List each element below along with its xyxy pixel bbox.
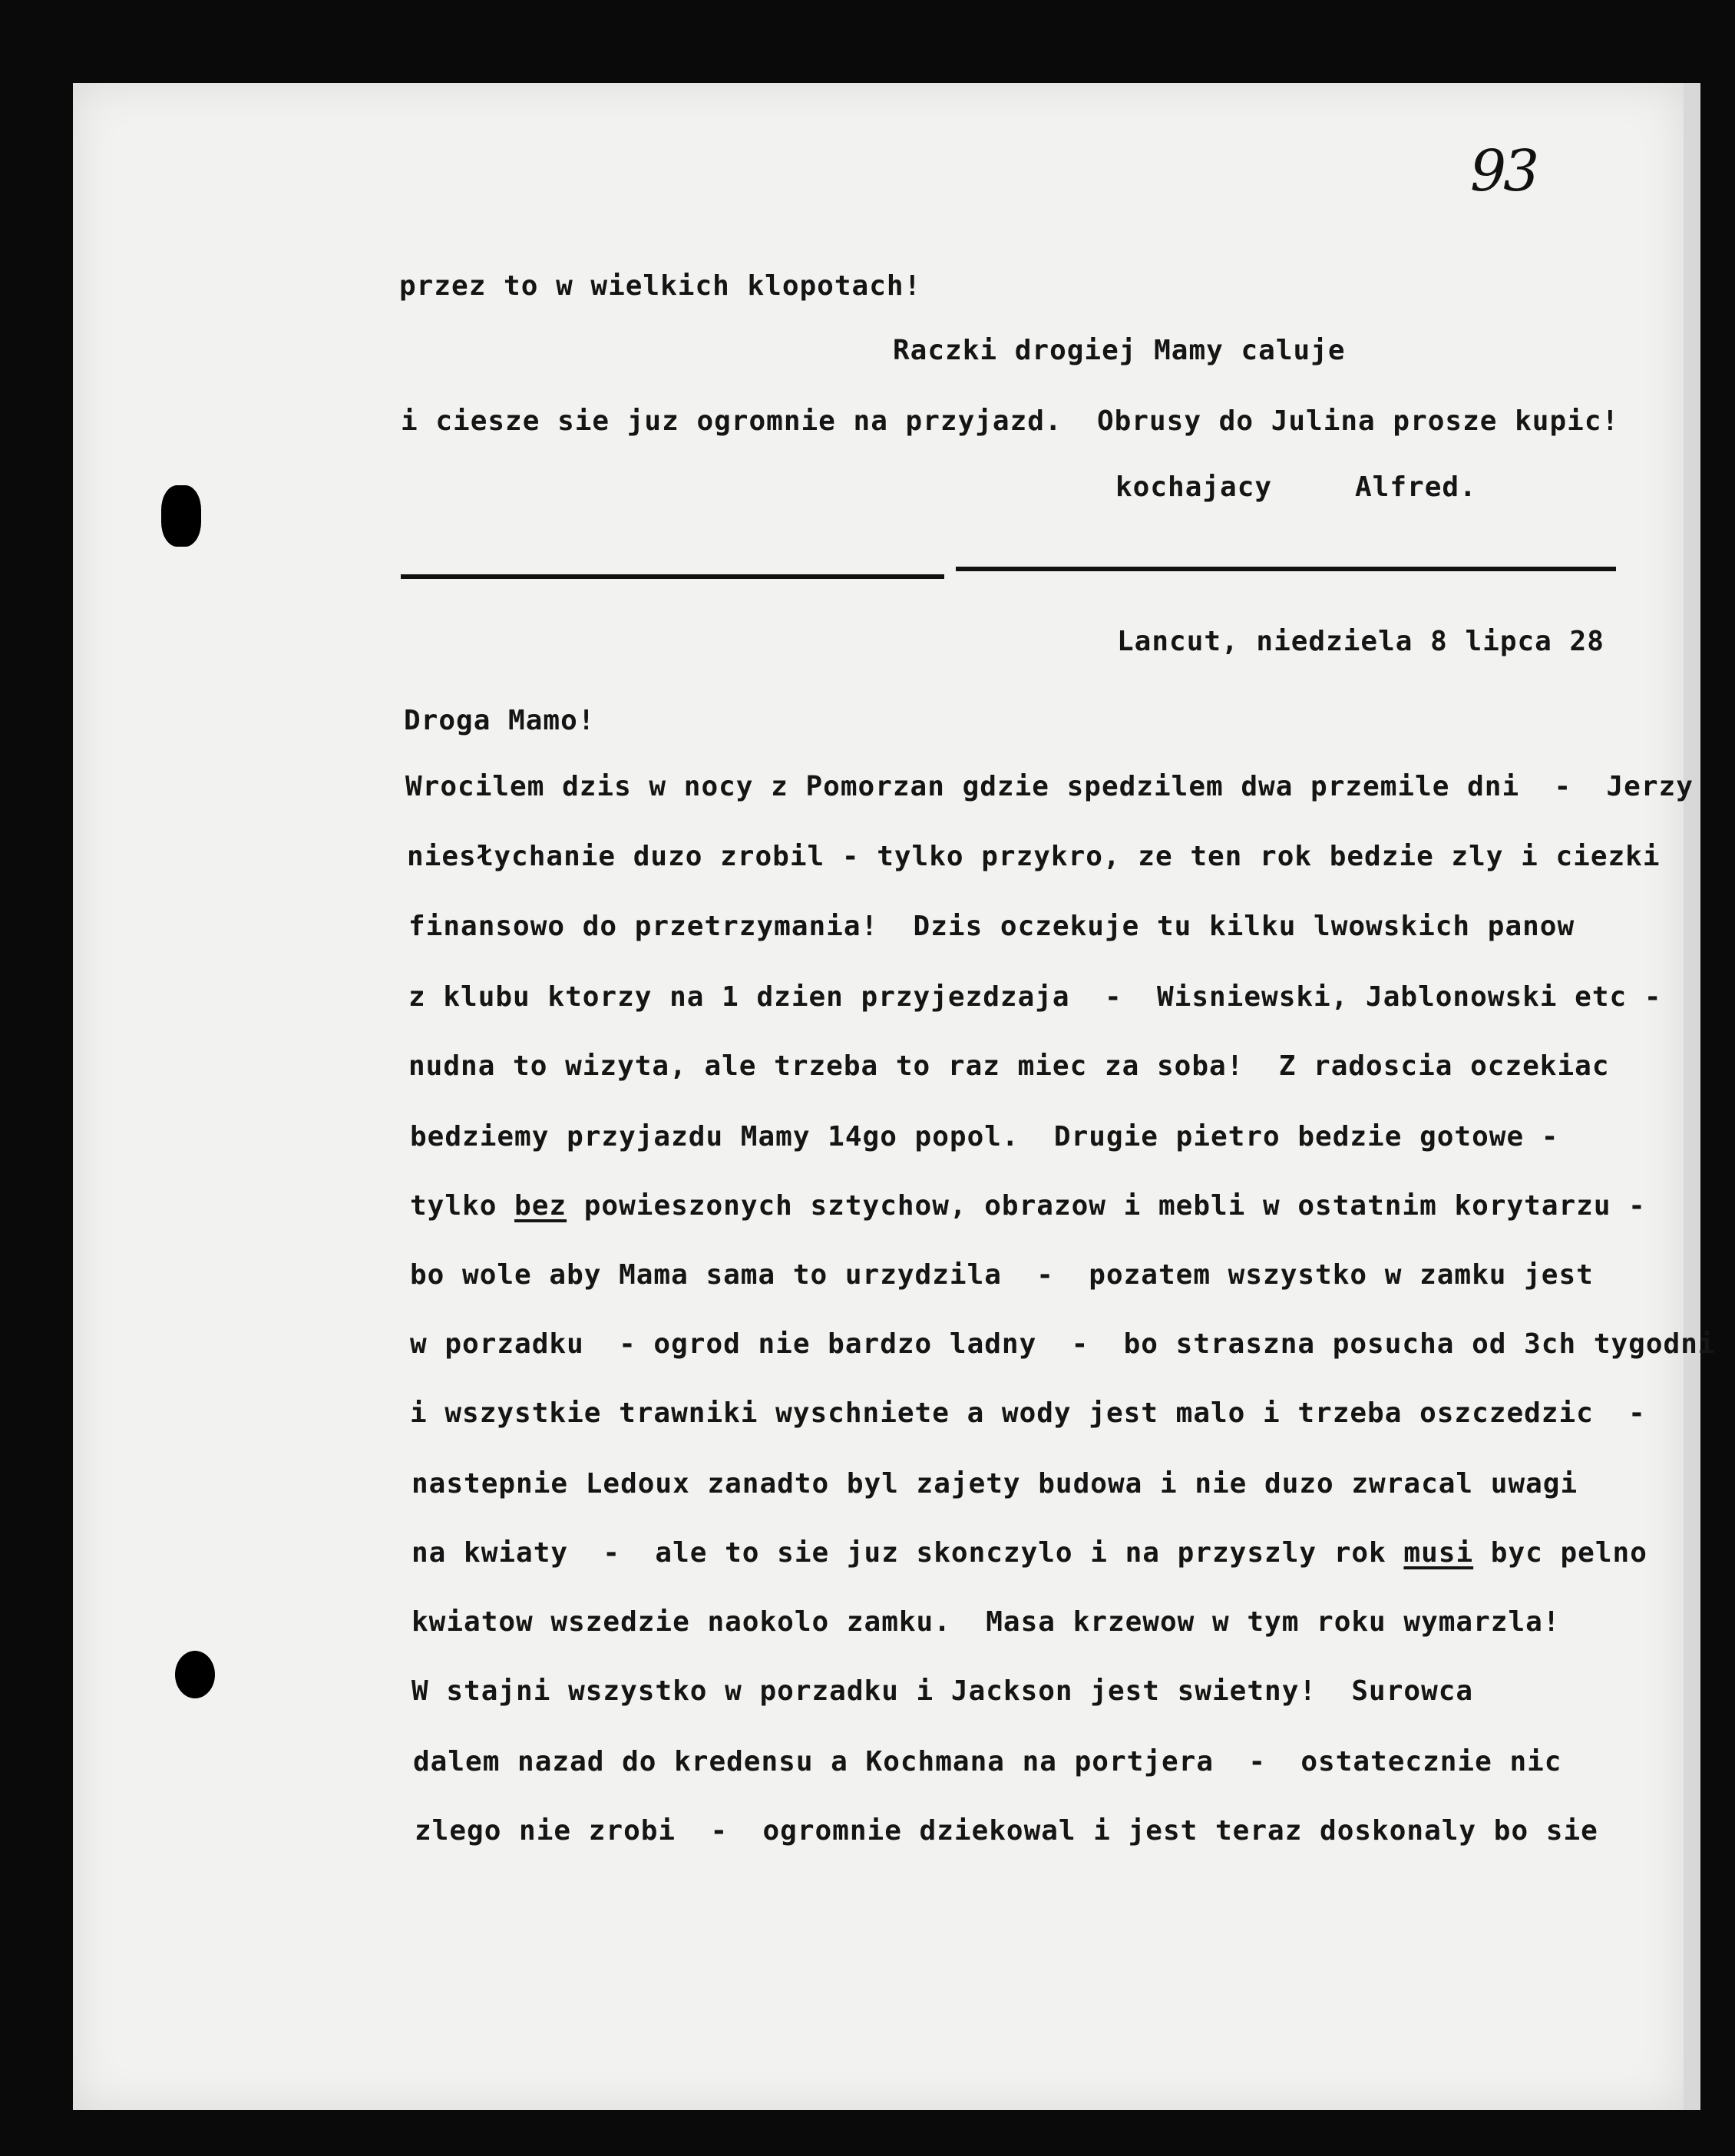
- body-line: z klubu ktorzy na 1 dzien przyjezdzaja - Wisniewski, Jablonowski etc -: [408, 981, 1662, 1013]
- letter-page: [73, 83, 1684, 2110]
- dateline: Lancut, niedziela 8 lipca 28: [1117, 626, 1604, 657]
- body-line: i wszystkie trawniki wyschniete a wody jest malo i trzeba oszczedzic -: [410, 1397, 1646, 1429]
- page-number: 93: [1470, 138, 1537, 204]
- body-line: nastepnie Ledoux zanadto byl zajety budowa i nie duzo zwracal uwagi: [411, 1468, 1578, 1500]
- body-line: niesłychanie duzo zrobil - tylko przykro, ze ten rok bedzie zly i ciezki: [407, 841, 1661, 872]
- separator-rule: [401, 574, 944, 579]
- body-line: finansowo do przetrzymania! Dzis oczekuje tu kilku lwowskich panow: [408, 911, 1575, 942]
- closing-line: i ciesze sie juz ogromnie na przyjazd. Obrusy do Julina prosze kupic!: [401, 405, 1620, 437]
- closing-line: przez to w wielkich klopotach!: [399, 270, 922, 302]
- body-line: bo wole aby Mama sama to urzydzila - pozatem wszystko w zamku jest: [410, 1259, 1594, 1291]
- signature-name: Alfred.: [1355, 471, 1477, 503]
- body-line: kwiatow wszedzie naokolo zamku. Masa krzewow w tym roku wymarzla!: [411, 1606, 1561, 1638]
- punch-hole: [161, 485, 201, 547]
- body-line: W stajni wszystko w porzadku i Jackson jest swietny! Surowca: [411, 1675, 1474, 1707]
- body-line: Wrocilem dzis w nocy z Pomorzan gdzie spedzilem dwa przemile dni - Jerzy: [405, 771, 1694, 802]
- salutation: Droga Mamo!: [404, 705, 596, 736]
- body-line: bedziemy przyjazdu Mamy 14go popol. Drugie pietro bedzie gotowe -: [410, 1121, 1559, 1152]
- punch-hole: [175, 1651, 215, 1698]
- body-line: nudna to wizyta, ale trzeba to raz miec za soba! Z radoscia oczekiac: [408, 1050, 1610, 1082]
- body-line: [410, 1190, 1646, 1222]
- signature-word: kochajacy: [1115, 471, 1273, 503]
- body-text: powieszonych sztychow, obrazow i mebli w ostatnim korytarzu -: [567, 1190, 1646, 1222]
- underlined-word: musi: [1403, 1537, 1474, 1569]
- body-line: w porzadku - ogrod nie bardzo ladny - bo straszna posucha od 3ch tygodni: [410, 1328, 1716, 1360]
- closing-line: Raczki drogiej Mamy caluje: [893, 335, 1346, 366]
- body-line: zlego nie zrobi - ogromnie dziekowal i jest teraz doskonaly bo sie: [415, 1815, 1598, 1847]
- body-line: dalem nazad do kredensu a Kochmana na portjera - ostatecznie nic: [413, 1746, 1562, 1777]
- body-line: [411, 1537, 1647, 1569]
- body-text: byc pelno: [1473, 1537, 1647, 1569]
- scan-edge: [1684, 83, 1700, 2110]
- body-text: tylko: [410, 1190, 515, 1222]
- body-text: na kwiaty - ale to sie juz skonczylo i na przyszly rok: [411, 1537, 1404, 1569]
- separator-rule: [956, 567, 1616, 571]
- underlined-word: bez: [514, 1190, 567, 1222]
